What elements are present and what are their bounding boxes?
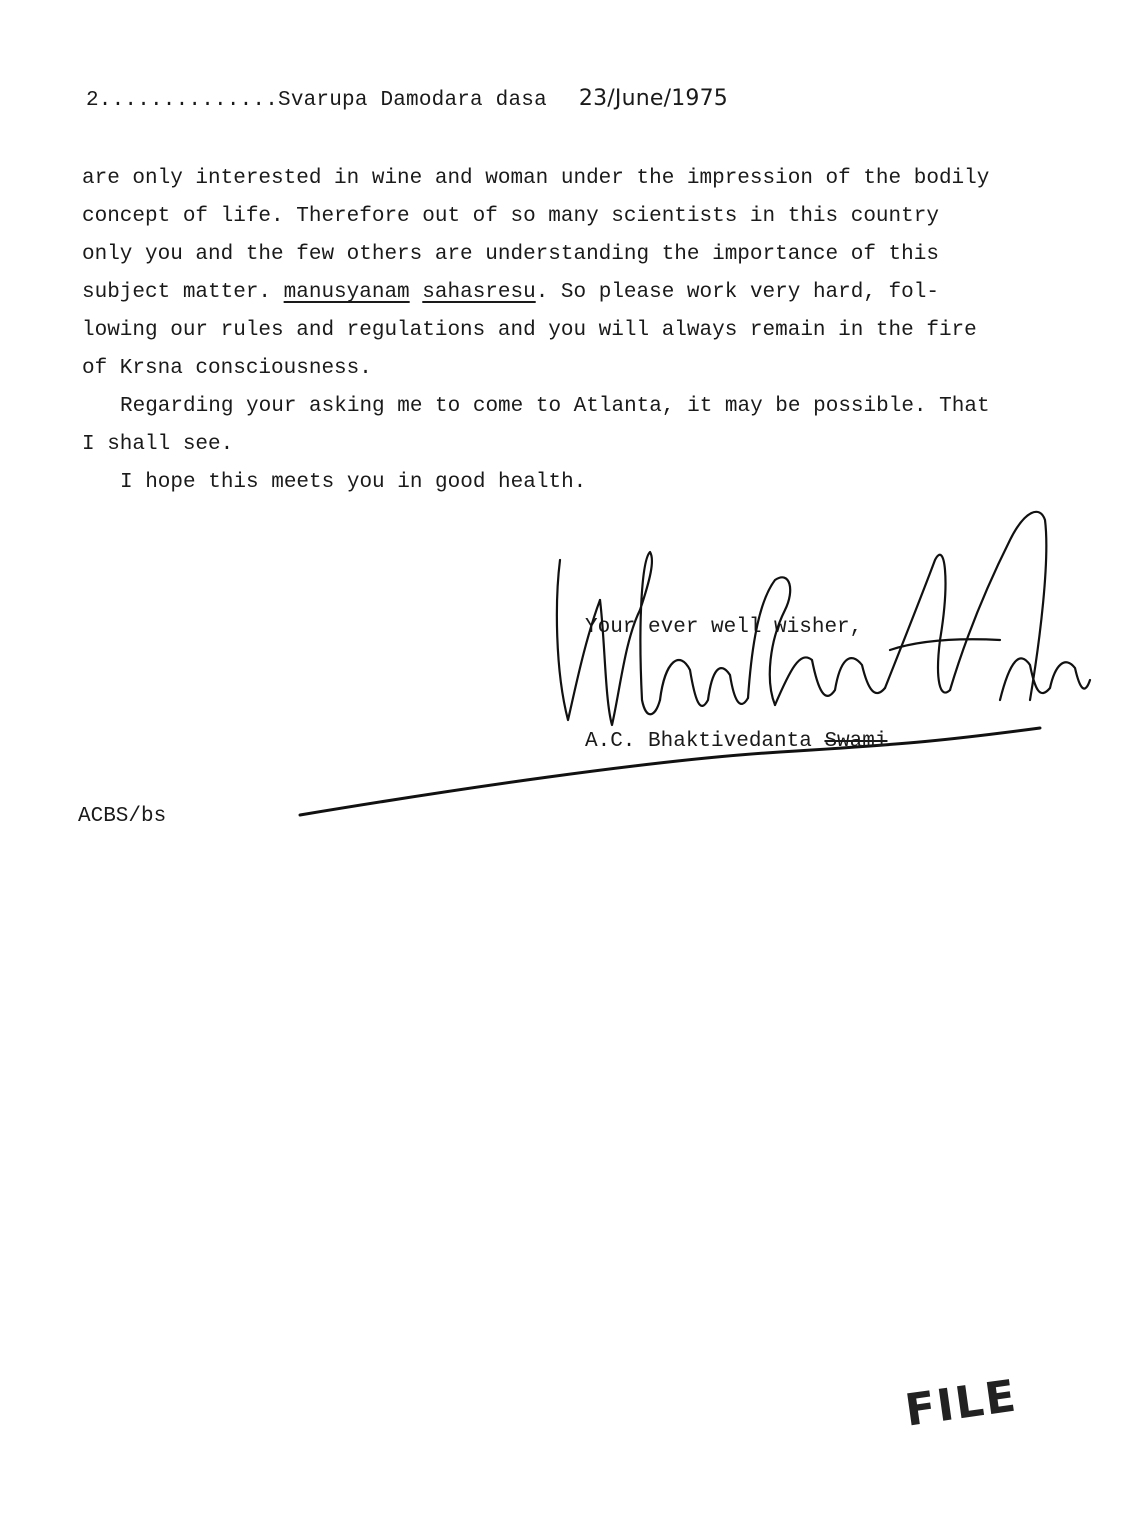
body-line: concept of life. Therefore out of so many scientists in this country	[82, 205, 939, 228]
sanskrit-term: sahasresu	[422, 281, 536, 304]
file-stamp: FILE	[901, 1370, 1021, 1437]
body-line: are only interested in wine and woman under the impression of the bodily	[82, 167, 990, 190]
signatory-name-main: A.C. Bhaktivedanta	[585, 730, 825, 753]
sanskrit-term: manusyanam	[283, 281, 410, 304]
page-reference: 2..............Svarupa Damodara dasa	[86, 89, 547, 112]
letter-date: 23/June/1975	[578, 86, 728, 111]
body-text-segment	[410, 281, 423, 304]
page-header	[86, 86, 728, 112]
closing-salutation: Your ever well wisher,	[585, 616, 863, 639]
body-line: I shall see.	[82, 433, 234, 456]
body-line	[82, 274, 1082, 312]
reference-initials: ACBS/bs	[78, 805, 167, 828]
letter-body	[82, 160, 1082, 502]
body-line: of Krsna consciousness.	[82, 357, 372, 380]
body-line: I hope this meets you in good health.	[120, 471, 587, 494]
signatory-name	[585, 730, 887, 753]
body-line: lowing our rules and regulations and you will always remain in the fire	[82, 319, 977, 342]
signatory-name-struck: Swami	[824, 730, 888, 753]
body-line: only you and the few others are understanding the importance of this	[82, 243, 939, 266]
body-line: Regarding your asking me to come to Atlanta, it may be possible. That	[120, 395, 990, 418]
body-text-segment: . So please work very hard, fol-	[535, 281, 939, 304]
body-text-segment: subject matter.	[82, 281, 284, 304]
